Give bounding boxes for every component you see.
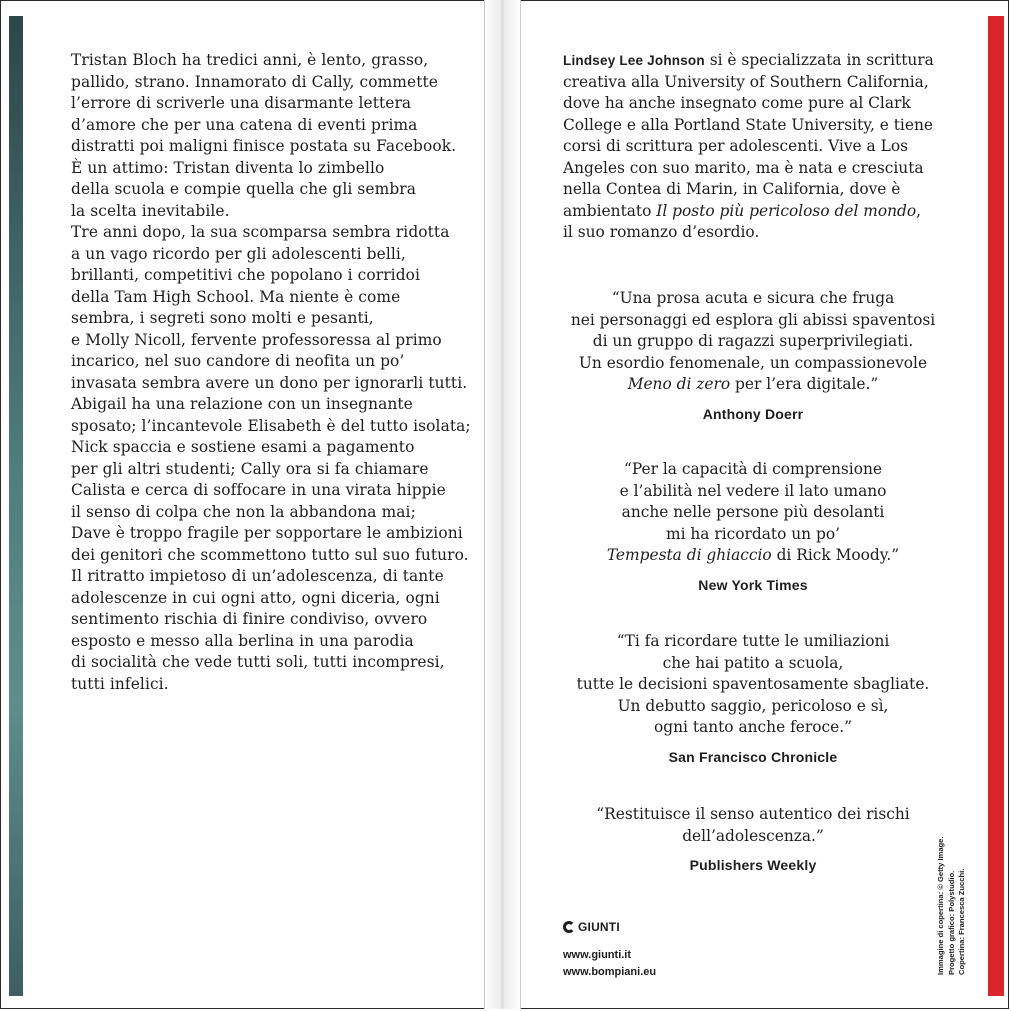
synopsis-line: È un attimo: Tristan diventa lo zimbello	[71, 158, 385, 177]
quote-line: Un esordio fenomenale, un compassionevole	[578, 353, 928, 372]
synopsis-line: Dave è troppo fragile per sopportare le ambizioni	[71, 524, 463, 542]
synopsis-line: Tristan Bloch ha tredici anni, è lento, grasso,	[71, 51, 429, 69]
bio-line: ambientato Il posto più pericoloso del mondo,	[563, 201, 922, 220]
quote-italic-title: Tempesta di ghiaccio	[606, 546, 772, 564]
synopsis-line: per gli altri studenti; Cally ora si fa chiamare	[71, 459, 429, 478]
bio-line: nella Contea di Marin, in California, dove è	[563, 180, 901, 198]
synopsis-line: tutti infelici.	[71, 674, 169, 693]
synopsis-line: Abigail ha una relazione con un insegnante	[71, 395, 413, 413]
synopsis-line: di socialità che vede tutti soli, tutti incompresi,	[71, 653, 445, 671]
credit-line: Progetto grafico: Polystudio.	[946, 870, 956, 975]
bio-line: il suo romanzo d’esordio.	[563, 223, 760, 241]
quote-san-francisco-chronicle	[520, 631, 986, 768]
synopsis-line: Calista e cerca di soffocare in una virata hippie	[71, 481, 446, 499]
synopsis-line: della Tam High School. Ma niente è come	[71, 287, 401, 306]
left-teal-stripe	[9, 16, 23, 996]
credit-line: Copertina: Francesca Zucchi.	[957, 868, 966, 975]
quote-line: tutte le decisioni spaventosamente sbagliate.	[576, 675, 930, 693]
author-name: Lindsey Lee Johnson	[563, 53, 705, 68]
quote-line: e l’abilità nel vedere il lato umano	[619, 481, 887, 500]
synopsis-line: Il ritratto impietoso di un’adolescenza, di tante	[71, 567, 444, 585]
fold-edge-left	[484, 0, 485, 1009]
bio-first-line: si è specializzata in scrittura	[704, 51, 934, 69]
quote-line: “Ti fa ricordare tutte le umiliazioni	[616, 632, 890, 650]
synopsis-line: Tre anni dopo, la sua scomparsa sembra ridotta	[71, 223, 450, 241]
synopsis-line: sposato; l’incantevole Elisabeth è del tutto isolata;	[71, 416, 471, 435]
quote-line: “Una prosa acuta e sicura che fruga	[611, 289, 895, 307]
synopsis-line: adolescenze in cui ogni atto, ogni diceria, ogni	[71, 588, 440, 607]
bio-line: Angeles con suo marito, ma è nata e cresciuta	[563, 158, 924, 177]
quote-line: anche nelle persone più desolanti	[621, 503, 885, 521]
quote-line: “Per la capacità di comprensione	[624, 460, 882, 478]
bio-line: dove ha anche insegnato come pure al Clark	[563, 94, 911, 112]
bio-line	[563, 50, 983, 72]
bompiani-website-link[interactable]: www.bompiani.eu	[563, 966, 657, 978]
bio-line: corsi di scrittura per adolescenti. Vive a Los	[563, 137, 909, 155]
synopsis-line: invasata sembra avere un dono per ignorarli tutti.	[71, 373, 468, 392]
credit-line: Immagine di copertina: © Getty Image.	[936, 836, 945, 975]
quote-author: Publishers Weekly	[689, 857, 817, 873]
synopsis-line: la scelta inevitabile.	[71, 201, 230, 220]
publisher-block	[563, 920, 656, 981]
bio-line: creativa alla University of Southern California,	[563, 72, 929, 91]
synopsis-line: dei genitori che scommettono tutto sul suo futuro.	[71, 545, 469, 564]
book-fold	[484, 0, 521, 1009]
synopsis-line: d’amore che per una catena di eventi prima	[71, 115, 418, 134]
synopsis-line: distratti poi maligni finisce postata su Facebook.	[71, 137, 457, 155]
quote-line: nei personaggi ed esplora gli abissi spaventosi	[570, 310, 936, 329]
synopsis-line: sentimento rischia di finire condiviso, ovvero	[71, 610, 428, 628]
quote-line: Un debutto saggio, pericoloso e sì,	[617, 696, 889, 715]
synopsis-line: pallido, strano. Innamorato di Cally, commette	[71, 72, 438, 91]
right-red-stripe	[988, 16, 1004, 996]
novel-title: Il posto più pericoloso del mondo	[656, 201, 917, 220]
quote-new-york-times	[520, 459, 986, 596]
quote-publishers-weekly	[520, 804, 986, 877]
synopsis-line: il senso di colpa che non la abbandona mai;	[71, 502, 416, 521]
synopsis-line: e Molly Nicoll, fervente professoressa al primo	[71, 330, 442, 349]
giunti-logo	[563, 920, 656, 934]
synopsis-line: a un vago ricordo per gli adolescenti belli,	[71, 244, 406, 263]
quote-author: New York Times	[698, 576, 808, 593]
synopsis-line: brillanti, competitivi che popolano i corridoi	[71, 266, 421, 284]
quote-author: San Francisco Chronicle	[668, 748, 838, 765]
author-bio	[563, 50, 983, 244]
quote-line: Meno di zero per l’era digitale.”	[627, 375, 879, 393]
bio-lines	[563, 72, 983, 201]
cover-credits	[936, 836, 968, 975]
quote-line: “Restituisce il senso autentico dei rischi	[596, 805, 910, 823]
bio-line: College e alla Portland State University, e tiene	[563, 115, 933, 134]
giunti-logo-icon	[563, 921, 575, 933]
quote-line: di un gruppo di ragazzi superprivilegiati.	[592, 332, 914, 350]
synopsis-line: l’errore di scriverle una disarmante lettera	[71, 94, 412, 112]
quote-line: dell’adolescenza.”	[682, 826, 824, 845]
quote-author: Anthony Doerr	[702, 405, 804, 422]
quote-line: Tempesta di ghiaccio di Rick Moody.”	[606, 546, 900, 564]
giunti-website-link[interactable]: www.giunti.it	[563, 949, 632, 961]
synopsis-text	[71, 50, 481, 695]
quote-line: ogni tanto anche feroce.”	[654, 718, 852, 736]
quote-line: mi ha ricordato un po’	[665, 524, 840, 543]
quote-line: che hai patito a scuola,	[662, 653, 844, 672]
quote-anthony-doerr	[520, 288, 986, 425]
synopsis-line: esposto e messo alla berlina in una parodia	[71, 631, 414, 650]
synopsis-line: Nick spaccia e sostiene esami a pagamento	[71, 438, 415, 456]
giunti-logo-text: GIUNTI	[578, 920, 620, 934]
synopsis-line: sembra, i segreti sono molti e pesanti,	[71, 309, 374, 327]
quote-italic-title: Meno di zero	[627, 375, 731, 393]
synopsis-line: incarico, nel suo candore di neofita un po’	[71, 352, 405, 370]
synopsis-line: della scuola e compie quella che gli sembra	[71, 180, 417, 198]
